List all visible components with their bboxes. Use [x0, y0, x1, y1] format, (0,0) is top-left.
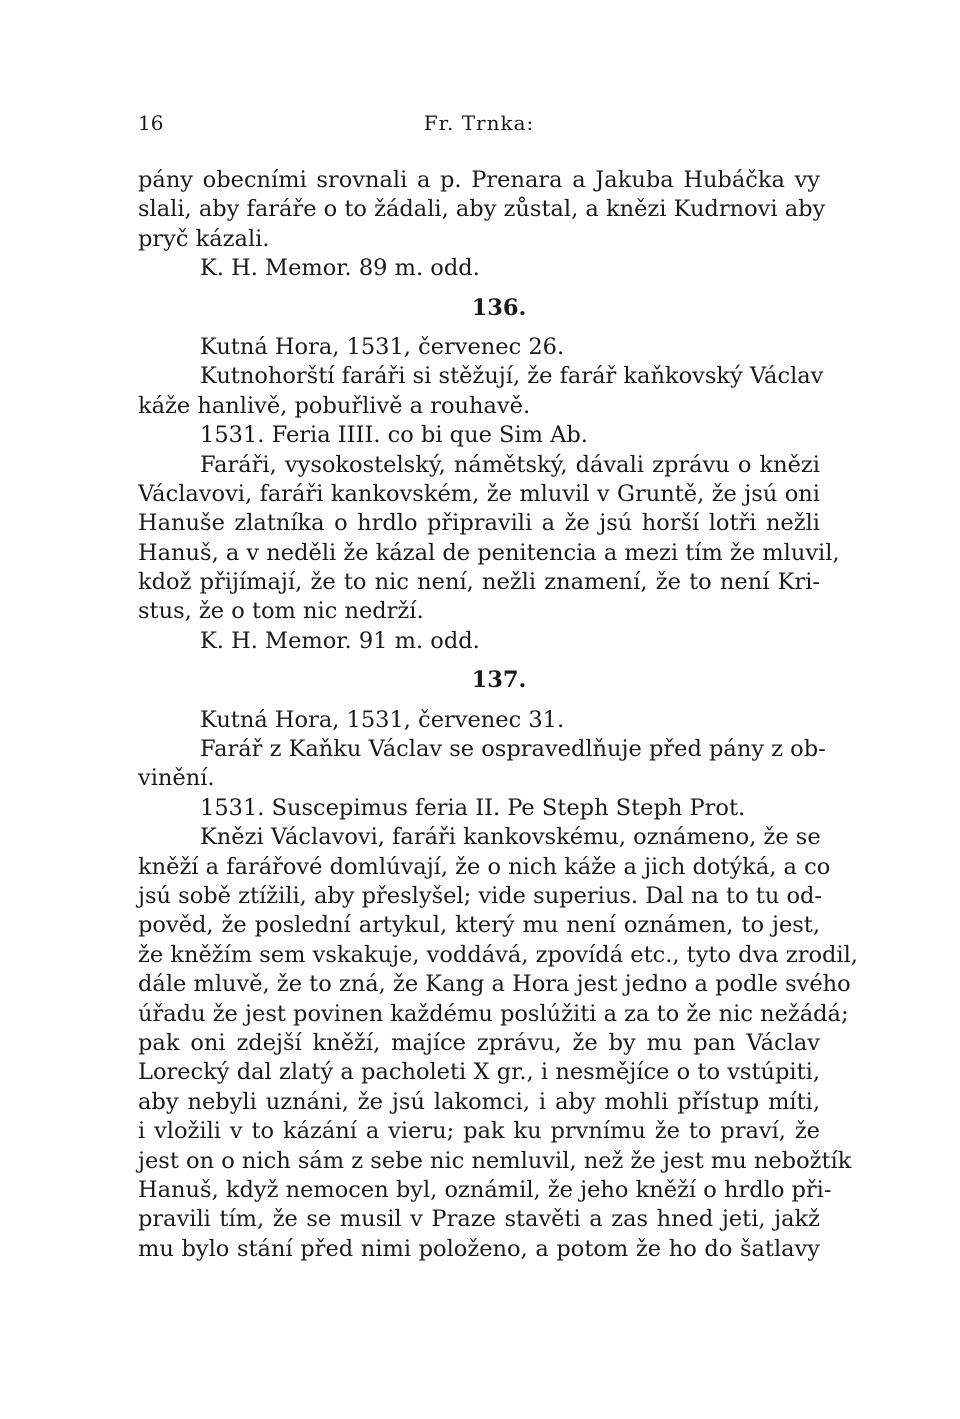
text-line: pak oni zdejší kněží, majíce zprávu, že by mu pan Václav	[138, 1029, 820, 1056]
text-line: Hanuše zlatníka o hrdlo připravili a že jsú horší lotři nežli	[138, 510, 820, 537]
text-line: i vložili v to kázání a vieru; pak ku prvnímu že to praví, že	[138, 1118, 820, 1145]
text-line: Farář z Kaňku Václav se ospravedlňuje před pány z ob-	[200, 736, 826, 763]
text-line: dále mluvě, že to zná, že Kang a Hora jest jedno a podle svého	[138, 971, 851, 998]
document-number: 136.	[471, 294, 527, 321]
page-number: 16	[138, 111, 164, 135]
text-line: slali, aby faráře o to žádali, aby zůstal, a knězi Kudrnovi aby	[138, 196, 826, 223]
text-line: pověd, že poslední artykul, který mu není oznámen, to jest,	[138, 912, 820, 939]
text-line: aby nebyli uznáni, že jsú lakomci, i aby mohli přístup míti,	[138, 1088, 820, 1115]
text-line: mu bylo stání před nimi položeno, a potom že ho do šatlavy	[138, 1235, 820, 1262]
text-line: kněží a farářové domlúvají, že o nich káže a jich dotýká, a co	[138, 853, 831, 880]
page-header	[138, 108, 820, 138]
text-line: K. H. Memor. 89 m. odd.	[200, 255, 480, 282]
text-line: pryč kázali.	[138, 225, 270, 252]
document-number: 137.	[471, 667, 527, 694]
text-line: kdož přijímají, že to nic není, nežli znamení, že to není Kri-	[138, 569, 820, 596]
text-line: pány obecními srovnali a p. Prenara a Jakuba Hubáčka vy	[138, 167, 820, 193]
text-line: pravili tím, že se musil v Praze stavěti a zas hned jeti, jakž	[138, 1206, 820, 1233]
text-line: úřadu že jest povinen každému poslúžiti a za to že nic nežádá;	[138, 1000, 849, 1027]
text-line: Hanuš, a v neděli že kázal de penitencia a mezi tím že mluvil,	[138, 539, 840, 566]
text-line: Kutná Hora, 1531, červenec 31.	[200, 706, 565, 733]
text-line: Kutná Hora, 1531, červenec 26.	[200, 333, 565, 360]
text-line: 1531. Suscepimus feria II. Pe Steph Steph Prot.	[200, 794, 746, 821]
text-line: Kutnohorští faráři si stěžují, že farář kaňkovský Václav	[200, 363, 824, 390]
running-head: Fr. Trnka:	[423, 111, 535, 135]
text-line: Lorecký dal zlatý a pacholeti X gr., i nesmějíce o to vstúpiti,	[138, 1059, 820, 1086]
text-line: Hanuš, když nemocen byl, oznámil, že jeho kněží o hrdlo při-	[138, 1176, 832, 1203]
text-line: jsú sobě ztížili, aby přeslyšel; vide superius. Dal na to tu od-	[138, 882, 823, 909]
text-line: vinění.	[138, 765, 215, 792]
body-text	[138, 166, 858, 1264]
text-line: že kněžím sem vskakuje, voddává, zpovídá etc., tyto dva zrodil,	[138, 941, 858, 968]
text-line: Václavovi, faráři kankovském, že mluvil v Gruntě, že jsú oni	[138, 480, 820, 507]
text-line: káže hanlivě, pobuřlivě a rouhavě.	[138, 392, 531, 419]
text-line: Faráři, vysokostelský, námětský, dávali zprávu o knězi	[200, 451, 820, 478]
text-line: K. H. Memor. 91 m. odd.	[200, 627, 480, 654]
text-line: Knězi Václavovi, faráři kankovskému, oznámeno, že se	[200, 824, 821, 851]
text-line: stus, že o tom nic nedrží.	[138, 598, 424, 625]
text-line: 1531. Feria IIII. co bi que Sim Ab.	[200, 422, 588, 449]
text-line: jest on o nich sám z sebe nic nemluvil, než že jest mu nebožtík	[138, 1147, 852, 1174]
